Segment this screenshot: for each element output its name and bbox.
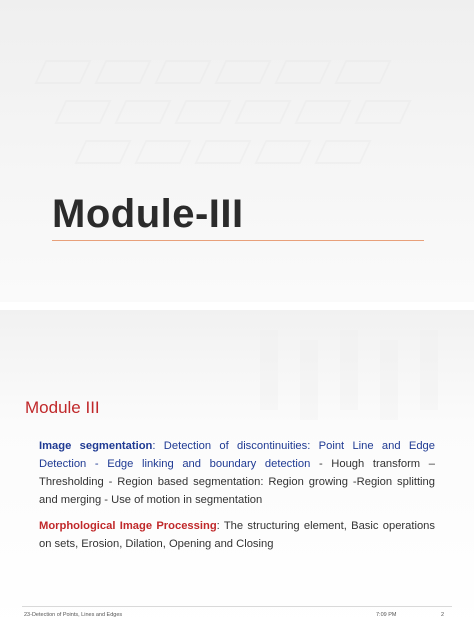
slide-2 [0, 310, 474, 632]
footer-title: 23-Detection of Points, Lines and Edges [24, 612, 123, 618]
morphological-rest-text: : The structuring element, Basic operations on sets, Erosion, Dilation, Opening and Closing [39, 520, 435, 550]
term-image-segmentation: Image segmentation [39, 440, 153, 452]
slide-separator [0, 302, 474, 310]
paragraph-morphological [39, 517, 435, 553]
background-watermark [260, 330, 460, 430]
footer-page-number: 2 [441, 612, 445, 618]
title-underline [52, 240, 424, 241]
background-watermark [40, 60, 440, 170]
segmentation-rest-text: - Hough transform – Thresholding - Region based segmentation: Region growing -Region splitting and merging - Use of motion in segmentation [39, 458, 435, 506]
term-morphological: Morphological Image Processing [39, 520, 217, 532]
slide-1 [0, 0, 474, 302]
footer-divider [22, 606, 452, 607]
segmentation-detection-text: : Detection of discontinuities: Point Line and Edge Detection - Edge linking and boundary detection [39, 440, 435, 470]
slide-title: Module-III [52, 192, 244, 236]
footer-time: 7:09 PM [376, 612, 397, 618]
section-heading: Module III [25, 398, 100, 417]
paragraph-image-segmentation [39, 437, 435, 509]
